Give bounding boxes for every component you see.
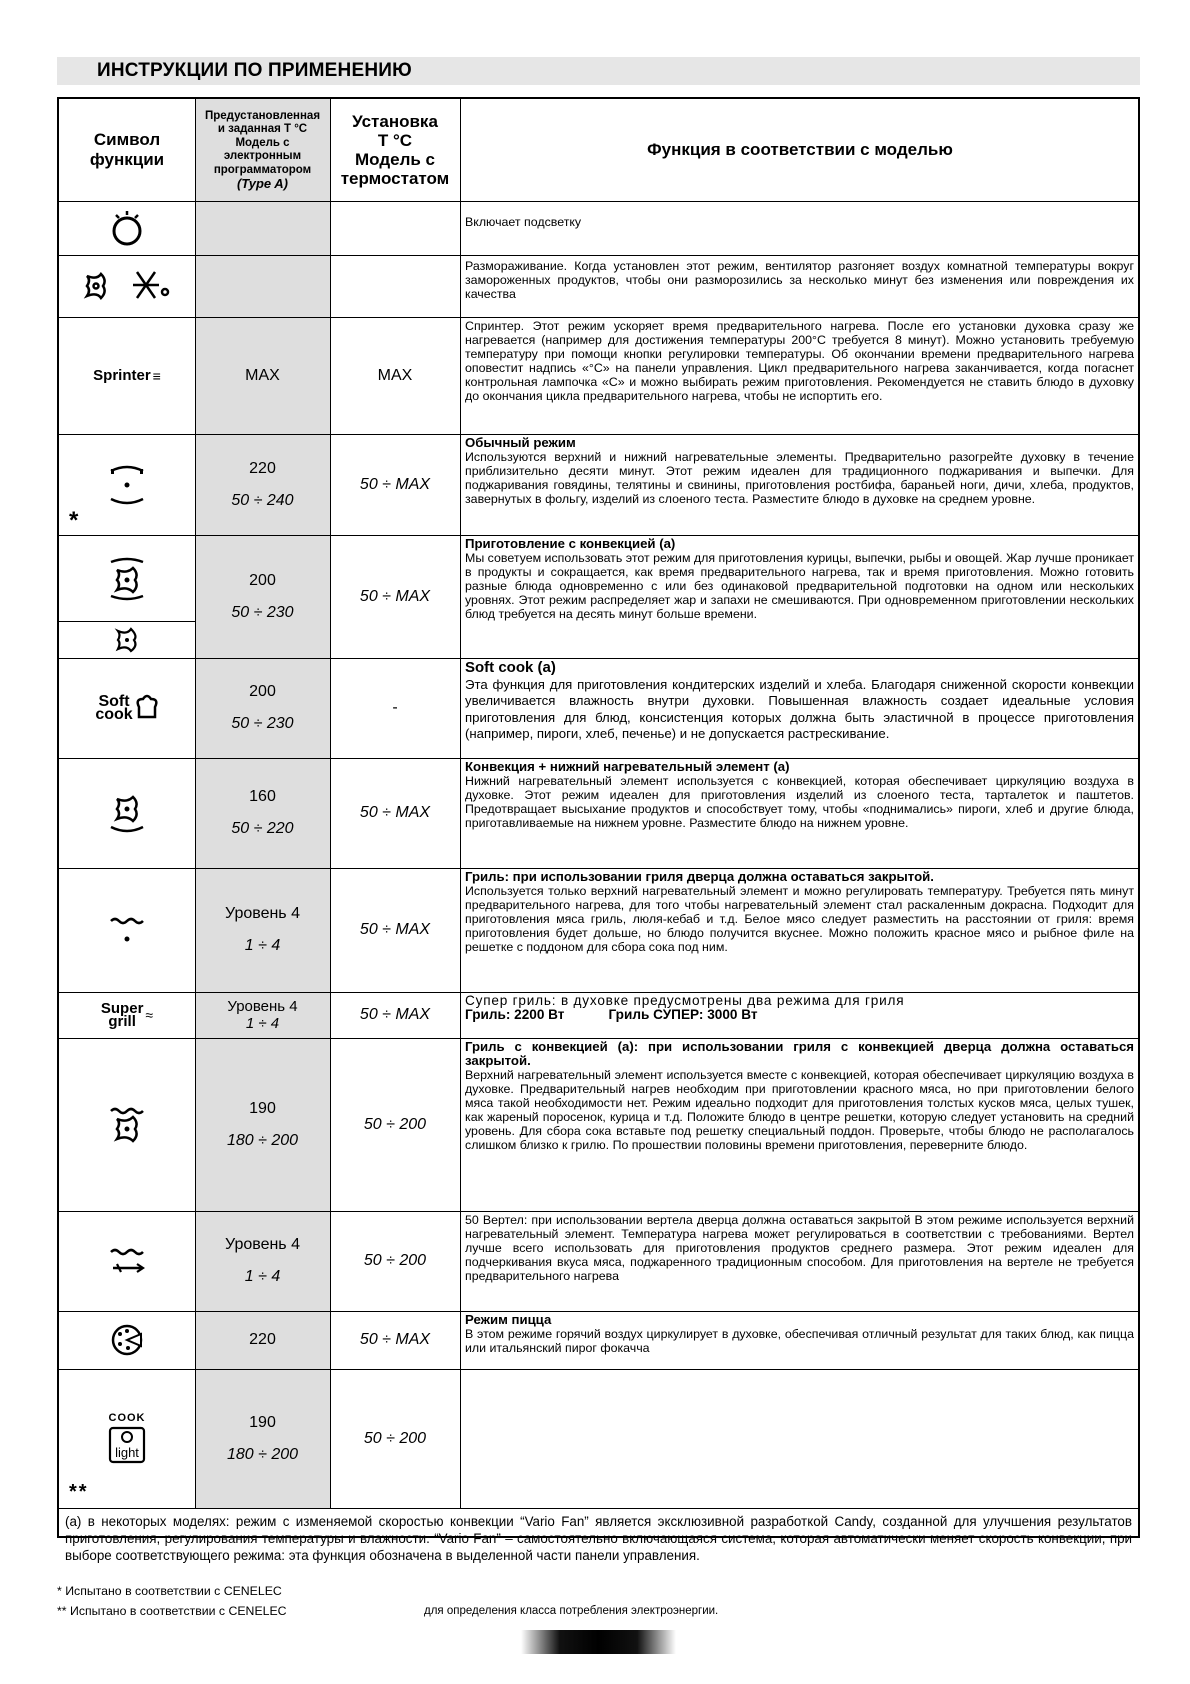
page-header-bar xyxy=(57,57,1140,85)
grill-icon xyxy=(107,915,147,945)
preset-temp: Уровень 4 xyxy=(225,1236,300,1253)
function-desc: Супер гриль: в духовке предусмотрены два режима для гриля Гриль: 2200 Вт Гриль СУПЕР: 3000 Вт xyxy=(465,993,905,1022)
lamp-icon xyxy=(110,209,144,247)
thermostat-range: - xyxy=(392,699,398,716)
svg-text:light: light xyxy=(115,1444,139,1460)
note-2: ** Испытано в соответствии с CENELEC xyxy=(57,1604,287,1618)
preset-temp: 200 xyxy=(249,683,276,700)
preset-range: 1 ÷ 4 xyxy=(244,1268,281,1285)
table-row xyxy=(59,255,1138,317)
table-row xyxy=(59,535,1138,658)
preset-temp: Уровень 4 xyxy=(227,998,298,1015)
note-3: для определения класса потребления электроэнергии. xyxy=(424,1605,719,1617)
thermostat-range: 50 ÷ 200 xyxy=(363,1252,427,1269)
header-thermostat: Установка T °C Модель с термостатом xyxy=(340,112,450,188)
functions-table xyxy=(57,97,1140,1563)
header-symbol: Символ функции xyxy=(89,130,165,169)
table-row xyxy=(59,758,1138,868)
thermostat-range: 50 ÷ MAX xyxy=(359,587,431,605)
preset-range: 50 ÷ 230 xyxy=(231,715,294,732)
preset-range: 1 ÷ 4 xyxy=(245,1015,280,1032)
spit-icon xyxy=(107,1246,147,1276)
note-1: * Испытано в соответствии с CENELEC xyxy=(57,1584,282,1598)
header-function: Функция в соответствии с моделью xyxy=(647,140,953,159)
function-desc: Приготовление с конвекцией (а) Мы советуем использовать этот режим для приготовления курицы, выпечки, рыбы и овощей. Жар лучше проникает в продукты и сокращается, как время предварительного нагрева, так и время приготовления. Можно готовить разные блюда одновременно с или без одинаковой предварительной подготовки на одном или нескольких уровнях. Этот режим распределяет жар и запахи не смешиваются. При одновременном приготовлении нескольких блюд требуется на десять минут больше времени. xyxy=(465,536,1134,621)
thermostat-range: 50 ÷ MAX xyxy=(359,921,431,938)
sprinter-icon: Sprinter ≡ xyxy=(93,367,161,384)
preset-range: 180 ÷ 200 xyxy=(226,1131,299,1149)
table-footnote: (а) в некоторых моделях: режим с изменяемой скоростью конвекции “Vario Fan” является эксклюзивной разработкой Candy, созданной для улучшения результатов приготовления, регулирования температуры и влажности. “Vario Fan” – самостоятельно включающаяся система, которая автоматически меняет скорость конвекции, при выборе соответствующего режима: эта функция обозначена в выделенной части панели управления. xyxy=(65,1514,1132,1563)
preset-temp: 220 xyxy=(249,1331,276,1348)
function-desc: Включает подсветку xyxy=(465,215,582,229)
preset-temp: 220 xyxy=(249,459,276,477)
page-title: ИНСТРУКЦИИ ПО ПРИМЕНЕНИЮ xyxy=(97,60,412,81)
convection-icon xyxy=(107,556,147,600)
super-grill-icon: Super grill ≈ xyxy=(100,1000,154,1030)
header-preset: Предустановленная и заданная T °C Модель с электронным программатором (Type A) xyxy=(204,109,321,191)
table-row xyxy=(59,201,1138,255)
thermostat-range: 50 ÷ MAX xyxy=(359,1331,431,1348)
table-row xyxy=(59,1038,1138,1211)
table-row xyxy=(59,868,1138,992)
preset-temp: 200 xyxy=(249,571,276,589)
preset-range: 180 ÷ 200 xyxy=(226,1445,299,1463)
thermostat-range: 50 ÷ MAX xyxy=(359,475,431,493)
preset-temp: 160 xyxy=(249,788,276,805)
conventional-icon xyxy=(107,463,147,507)
preset-temp: 190 xyxy=(249,1099,276,1117)
convection-bottom-icon xyxy=(107,791,147,835)
function-desc: Soft cook (а) Эта функция для приготовления кондитерских изделий и хлеба. Благодаря сниженной скорости конвекции увеличивается влажность внутри духовки. Повышенная влажность создает идеальные условия приготовления для блюд, консистенция которых должна быть эластичной в процессе приготовления (например, пироги, хлеб, печенье) и не допускается растрескивание. xyxy=(465,659,1134,741)
thermostat-range: MAX xyxy=(377,366,413,384)
cook-light-icon: COOK light xyxy=(108,1411,146,1460)
preset-temp: Уровень 4 xyxy=(225,905,300,922)
table-row xyxy=(59,1211,1138,1311)
thermostat-range: 50 ÷ MAX xyxy=(359,1006,431,1023)
table-row xyxy=(59,1311,1138,1369)
table-row xyxy=(59,658,1138,758)
function-desc: Конвекция + нижний нагревательный элемент (а) Нижний нагревательный элемент используется с конвекцией, которая обеспечивает циркуляцию воздуха в духовке. Этот режим идеален для приготовления изделий из слоеного теста, тарталеток и паштетов. Предотвращает высыхание продуктов и способствует тому, чтобы «поднимались» пироги, хлеб и другие блюда, приготавливаемые на нижнем уровне. Разместите блюдо на нижнем уровне. xyxy=(465,759,1134,830)
preset-range: 50 ÷ 230 xyxy=(231,603,294,621)
star-mark: * xyxy=(69,507,79,534)
defrost-icon xyxy=(77,266,177,306)
table-row xyxy=(59,317,1138,434)
preset-range: 50 ÷ 240 xyxy=(231,491,294,509)
grill-convection-icon xyxy=(107,1105,147,1145)
soft-cook-icon: Soft cook xyxy=(59,658,195,758)
table-row xyxy=(59,434,1138,535)
preset-temp: 190 xyxy=(249,1413,276,1431)
function-desc: Гриль: при использовании гриля дверца должна оставаться закрытой. Используется только верхний нагревательный элемент и можно регулировать температуру. Требуется пять минут предварительного нагрева, для того чтобы нагревательный элемент стал раскаленным докрасна. Подходит для приготовления мяса гриль, люля-кебаб и т.д. Белое мясо следует разместить на расстоянии от гриля: время приготовления будет дольше, но блюдо получится вкуснее. Можно положить красное мясо и рыбное филе на решетке с поддоном для сбора сока под ним. xyxy=(465,869,1134,954)
preset-range: 50 ÷ 220 xyxy=(231,820,294,837)
double-star-mark: ** xyxy=(69,1481,89,1503)
thermostat-range: 50 ÷ MAX xyxy=(359,804,431,821)
function-desc: Обычный режим Используются верхний и нижний нагревательные элементы. Предварительно разогрейте духовку в течение приблизительно десяти минут. Этот режим идеален для традиционного поджаривания и выпечки. Для поджаривания говядины, телятины и свинины, приготовления ростбифа, бараньей ноги, дичи, хлеба, продуктов, завернутых в фольгу, изделий из слоеного теста. Разместите блюдо в духовке на среднем уровне. xyxy=(465,435,1134,506)
function-desc: Размораживание. Когда установлен этот режим, вентилятор разгоняет воздух комнатной температуры вокруг замороженных продуктов, чтобы они разморозились за несколько минут без изменения или повреждения их качества xyxy=(465,259,1134,301)
function-desc: Спринтер. Этот режим ускоряет время предварительного нагрева. После его установки духовка сразу же нагревается (например для достижения температуры 200°C требуется 8 минут). Можно установить требуемую температуру при помощи кнопки регулировки температуры. Об окончании времени предварительного нагрева оповестит надпись «°C» на панели управления. Цикл предварительного нагрева заканчивается, когда погаснет контрольная лампочка «C» и можно выбирать режим приготовления. Рекомендуется не ставить блюдо в духовку до окончания цикла предварительного нагрева, чтобы не испортить его. xyxy=(465,319,1134,403)
convection-small-icon xyxy=(114,627,140,653)
function-desc: 50 Вертел: при использовании вертела дверца должна оставаться закрытой В этом режиме используется верхний нагревательный элемент. Температура нагрева может регулироваться в соответствии с требованиями. Вертел лучше всего использовать для приготовления продуктов среднего размера. Этот режим идеален для подчеркивания вкуса мяса, поджаренного традиционным способом. Для приготовления на вертеле не требуется предварительного нагрева xyxy=(465,1213,1134,1283)
thermostat-range: 50 ÷ 200 xyxy=(363,1115,427,1133)
preset-temp: MAX xyxy=(245,366,280,384)
table-row xyxy=(59,992,1138,1038)
function-desc: Гриль с конвекцией (а): при использовании гриля с конвекцией дверца должна оставаться закрытой. Верхний нагревательный элемент используется вместе с конвекцией, которая обеспечивает циркуляцию воздуха в духовке. Предварительный нагрев необходим при приготовлении красного мяса, но при приготовлении белого мяса такой необходимости нет. Режим идеально подходит для приготовления толстых кусков мяса, целых тушек, как жареный поросенок, курица и т.д. Положите блюдо в центре решетки, которую следует установить на средний уровень. Для сбора сока вставьте под решетку специальный поддон. Проверьте, чтобы блюдо не располагалось слишком близко к грилю. По прошествии половины времени приготовления, переверните блюдо. xyxy=(465,1039,1134,1152)
table-row xyxy=(59,1369,1138,1508)
page-tab-marker xyxy=(521,1630,676,1654)
pizza-icon xyxy=(109,1322,145,1358)
function-desc: Режим пицца В этом режиме горячий воздух циркулирует в духовке, обеспечивая отличный результат для таких блюд, как пицца или итальянский пирог фокачча xyxy=(465,1312,1134,1355)
preset-range: 1 ÷ 4 xyxy=(244,937,281,954)
thermostat-range: 50 ÷ 200 xyxy=(363,1429,427,1447)
